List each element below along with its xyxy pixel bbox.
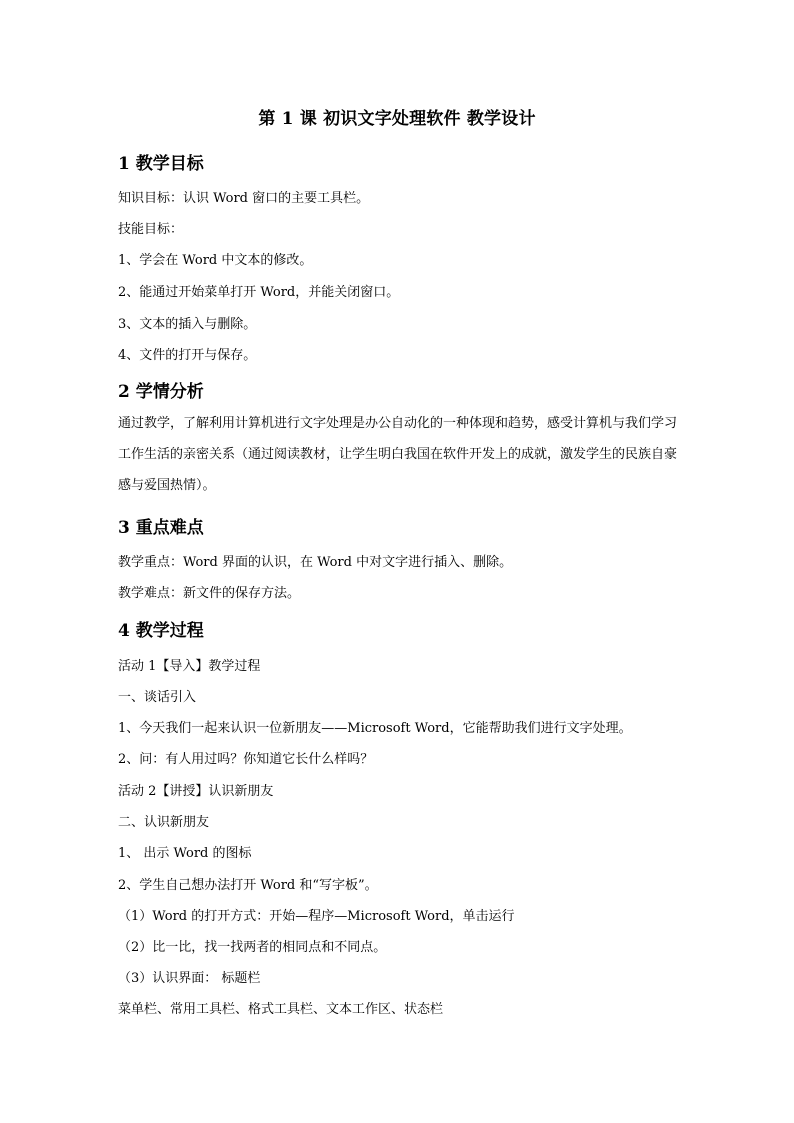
process-line: （1）Word 的打开方式：开始—程序—Microsoft Word，单击运行 (118, 909, 515, 924)
process-line: 1、 出示 Word 的图标 (118, 846, 252, 861)
section-heading-process: 4 教学过程 (118, 621, 204, 641)
section-heading-objectives: 1 教学目标 (118, 154, 204, 174)
section-heading-analysis: 2 学情分析 (118, 382, 204, 402)
objective-line: 3、文本的插入与删除。 (118, 317, 257, 332)
process-line: 一、谈话引入 (118, 690, 197, 705)
objective-line: 技能目标： (118, 222, 184, 237)
process-line: （2）比一比，找一找两者的相同点和不同点。 (118, 940, 387, 955)
process-line: 2、问：有人用过吗？你知道它长什么样吗？ (118, 752, 374, 767)
process-line: 二、认识新朋友 (118, 815, 210, 830)
process-line: 2、学生自己想办法打开 Word 和“写字板”。 (118, 878, 378, 893)
process-line: 活动 2【讲授】认识新朋友 (118, 784, 274, 799)
document-title: 第 1 课 初识文字处理软件 教学设计 (258, 109, 536, 129)
process-line: 活动 1【导入】教学过程 (118, 659, 261, 674)
objective-line: 4、文件的打开与保存。 (118, 348, 257, 363)
objective-line: 2、能通过开始菜单打开 Word，并能关闭窗口。 (118, 285, 400, 300)
objective-line: 1、学会在 Word 中文本的修改。 (118, 253, 313, 268)
key-point-line: 教学难点：新文件的保存方法。 (118, 586, 301, 601)
process-line: 1、今天我们一起来认识一位新朋友——Microsoft Word，它能帮助我们进行文字处理。 (118, 721, 632, 736)
analysis-paragraph: 通过教学，了解利用计算机进行文字处理是办公自动化的一种体现和趋势，感受计算机与我们学习工作生活的亲密关系（通过阅读教材，让学生明白我国在软件开发上的成就，激发学生的民族自豪感与爱国热情）。 (118, 416, 678, 493)
section-heading-key-points: 3 重点难点 (118, 518, 204, 538)
objective-line: 知识目标：认识 Word 窗口的主要工具栏。 (118, 191, 370, 206)
process-line: （3）认识界面： 标题栏 (118, 971, 261, 986)
process-line: 菜单栏、常用工具栏、格式工具栏、文本工作区、状态栏 (118, 1002, 444, 1017)
key-point-line: 教学重点：Word 界面的认识，在 Word 中对文字进行插入、删除。 (118, 555, 513, 570)
